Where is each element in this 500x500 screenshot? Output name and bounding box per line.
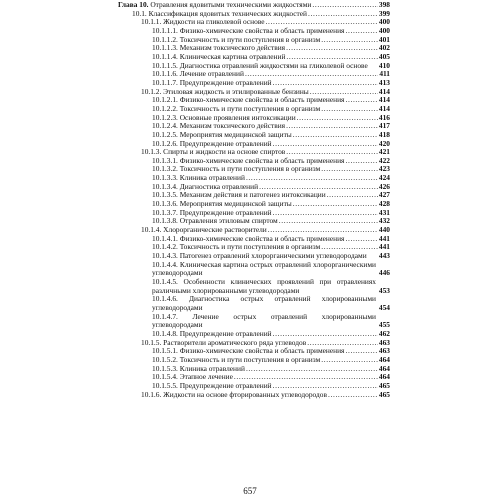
toc-leader-dots <box>273 209 378 218</box>
toc-page-number: 420 <box>378 138 390 148</box>
toc-leader-dots <box>321 36 378 45</box>
toc-page-number: 464 <box>378 363 390 373</box>
toc-entry[interactable] <box>118 313 390 330</box>
toc-page-number: 427 <box>378 190 390 200</box>
toc-leader-dots <box>345 235 377 244</box>
toc-entry-label: 10.1.5.1. Физико-химические свойства и область применения <box>152 346 345 356</box>
toc-page-number: 443 <box>378 251 390 261</box>
toc-entry-label: 10.1.1.1. Физико-химические свойства и область применения <box>152 25 345 35</box>
table-of-contents <box>118 1 390 399</box>
chapter-title: Отравления ядовитыми техническими жидкостями <box>148 0 312 9</box>
toc-leader-dots <box>273 140 378 149</box>
toc-page-number: 418 <box>378 129 390 139</box>
toc-page-number: 465 <box>378 380 390 390</box>
toc-leader-dots <box>293 131 378 140</box>
toc-entry-label: 10.1.3.2. Токсичность и пути поступления в организм <box>152 164 321 174</box>
toc-entry-label: 10.1.2.5. Мероприятия медицинской защиты <box>152 129 292 139</box>
toc-page-number: 422 <box>378 155 390 165</box>
toc-leader-dots <box>327 191 378 200</box>
toc-entry[interactable] <box>118 295 390 312</box>
toc-entry-label: 10.1.3.4. Диагностика отравлений <box>152 181 259 191</box>
toc-page-number: 441 <box>378 233 390 243</box>
toc-entry-label: 10.1.5.4. Этапное лечение <box>152 372 233 382</box>
toc-leader-dots <box>312 1 378 10</box>
toc-leader-dots <box>321 165 378 174</box>
toc-page-number: 463 <box>378 337 390 347</box>
toc-entry-label: 10.1.3.7. Предупреждение отравлений <box>152 207 272 217</box>
toc-entry-label: 10.1.5.5. Предупреждение отравлений <box>152 380 272 390</box>
toc-page-number: 426 <box>378 181 390 191</box>
toc-entry-label: 10.1.4.3. Патогенез отравлений хлорорганическими углеводородами <box>152 251 367 261</box>
toc-entry[interactable] <box>118 261 390 278</box>
toc-entry-label: 10.1.1.7. Предупреждение отравлений <box>152 77 272 87</box>
toc-entry-label: 10.1.4.7. Лечение острых отравлений хлорированными углеводородами <box>152 311 376 330</box>
toc-entry-label: 10.1.4.2. Токсичность и пути поступления в организм <box>152 242 321 252</box>
toc-entry-label: 10.1.4.4. Клиническая картина острых отравлений хлорорганическими углеводородами <box>152 259 376 278</box>
toc-page-number: 464 <box>378 372 390 382</box>
toc-entry-label: 10.1.1. Жидкости на гликолевой основе <box>141 17 265 27</box>
toc-page-number: 405 <box>378 51 390 61</box>
toc-entry-label: 10.1.2.1. Физико-химические свойства и область применения <box>152 95 345 105</box>
toc-leader-dots <box>286 122 378 131</box>
toc-entry-label: 10.1.1.5. Диагностика отравлений жидкостями на гликолевой основе <box>152 60 368 70</box>
toc-entry-label: 10.1.4.1. Физико-химические свойства и область применения <box>152 233 345 243</box>
toc-leader-dots <box>246 365 378 374</box>
toc-entry-label: 10.1.4.5. Особенности клинических проявлений при отравлениях различными хлорированными углеводородами <box>152 277 376 295</box>
toc-page-number: 454 <box>378 302 390 312</box>
toc-page-number: 416 <box>378 112 390 122</box>
toc-entry-label: 10.1.3.6. Мероприятия медицинской защиты <box>152 199 292 209</box>
toc-leader-dots <box>321 105 378 114</box>
toc-page-number: 440 <box>378 225 390 235</box>
toc-entry-label: 10.1.3.5. Механизм действия и патогенез интоксикации <box>152 190 326 200</box>
toc-leader-dots <box>293 200 378 209</box>
toc-entry-label: 10.1.1.3. Механизм токсического действия <box>152 43 286 53</box>
toc-leader-dots <box>286 44 378 53</box>
toc-page-number: 402 <box>378 43 390 53</box>
page-number-footer: 657 <box>243 486 257 496</box>
toc-page-number: 423 <box>378 164 390 174</box>
toc-entry-label: 10.1.3.3. Клиника отравлений <box>152 173 245 183</box>
toc-entry-label: 10.1.5.2. Токсичность и пути поступления в организм <box>152 354 321 364</box>
toc-leader-dots <box>345 27 377 36</box>
toc-leader-dots <box>328 391 378 400</box>
toc-leader-dots <box>321 356 378 365</box>
toc-entry-label: 10.1.4. Хлорорганические растворители <box>141 225 267 235</box>
chapter-label: Глава 10. <box>118 0 149 9</box>
toc-leader-dots <box>308 10 378 19</box>
toc-leader-dots <box>345 96 377 105</box>
toc-page-number: 441 <box>378 242 390 252</box>
toc-entry-label: 10.1.3.8. Отравления этиловым спиртом <box>152 216 278 226</box>
toc-entry-label: 10.1. Классификация ядовитых технических жидкостей <box>132 8 307 18</box>
toc-page-number: 411 <box>379 69 390 79</box>
toc-page-number: 414 <box>378 86 390 96</box>
toc-page-number: 446 <box>378 268 390 278</box>
toc-entry-label: 10.1.2.3. Основные проявления интоксикации <box>152 112 296 122</box>
toc-leader-dots <box>345 347 377 356</box>
toc-entry-label: 10.1.1.4. Клиническая картина отравлений <box>152 51 286 61</box>
toc-page-number: 465 <box>378 389 390 399</box>
toc-page-number: 424 <box>378 173 390 183</box>
toc-entry-label: 10.1.5.3. Клиника отравлений <box>152 363 245 373</box>
toc-page-number: 399 <box>378 8 390 18</box>
toc-page-number: 400 <box>378 17 390 27</box>
toc-page-number: 414 <box>378 103 390 113</box>
toc-entry-label: 10.1.6. Жидкости на основе фторированных углеводородов <box>141 389 327 399</box>
toc-page-number: 401 <box>378 34 390 44</box>
toc-leader-dots <box>246 174 378 183</box>
toc-page-number: 432 <box>378 216 390 226</box>
toc-leader-dots <box>279 217 378 226</box>
toc-page-number: 417 <box>378 121 390 131</box>
toc-entry-label: 10.1.2. Этиловая жидкость и этилированные бензины <box>141 86 309 96</box>
toc-entry-label: 10.1.4.8. Предупреждение отравлений <box>152 328 272 338</box>
toc-leader-dots <box>297 114 378 123</box>
toc-entry-label: 10.1.3. Спирты и жидкости на основе спиртов <box>141 147 286 157</box>
toc-page-number: 410 <box>378 60 390 70</box>
toc-entry[interactable] <box>118 278 390 295</box>
toc-page-number: 414 <box>378 95 390 105</box>
toc-entry-label: 10.1.4.6. Диагностика острых отравлений хлорированными углеводородами <box>152 294 376 312</box>
toc-entry-label: 10.1.3.1. Физико-химические свойства и область применения <box>152 155 345 165</box>
toc-page-number: 431 <box>378 207 390 217</box>
toc-page-number: 413 <box>378 77 390 87</box>
toc-entry-label: 10.1.1.6. Лечение отравлений <box>152 69 244 79</box>
toc-entry-label: 10.1.1.2. Токсичность и пути поступления в организм <box>152 34 321 44</box>
toc-page-number: 464 <box>378 354 390 364</box>
toc-page-number: 463 <box>378 346 390 356</box>
toc-page-number: 400 <box>378 25 390 35</box>
toc-leader-dots <box>345 157 377 166</box>
toc-page-number: 421 <box>378 147 390 157</box>
toc-entry-label: 10.1.2.6. Предупреждение отравлений <box>152 138 272 148</box>
toc-page-number: 455 <box>378 320 390 330</box>
toc-entry-label: 10.1.2.2. Токсичность и пути поступления в организм <box>152 103 321 113</box>
toc-entry-label: 10.1.5. Растворители ароматического ряда углеводов <box>141 337 307 347</box>
toc-entry-label: 10.1.2.4. Механизм токсического действия <box>152 121 286 131</box>
toc-page-number: 462 <box>378 328 390 338</box>
toc-page-number: 398 <box>378 0 390 9</box>
toc-page-number: 428 <box>378 199 390 209</box>
toc-entry[interactable] <box>118 391 390 400</box>
toc-page-number: 453 <box>378 285 390 295</box>
